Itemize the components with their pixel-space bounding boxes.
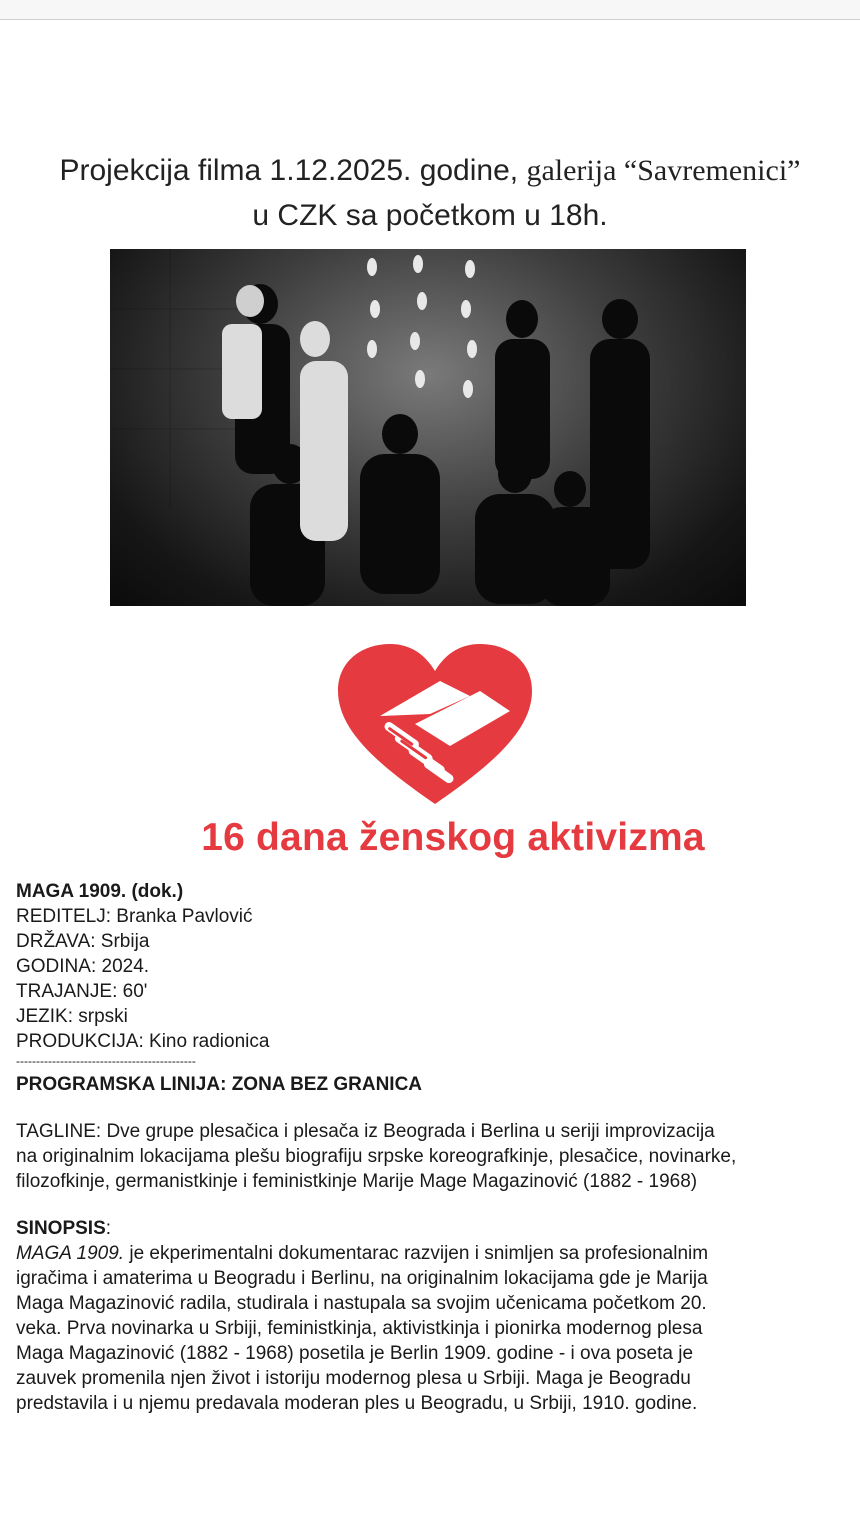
film-detail-director: REDITELJ: Branka Pavlović — [16, 906, 253, 927]
film-detail-duration: TRAJANJE: 60' — [16, 981, 148, 1002]
film-detail-language: JEZIK: srpski — [16, 1006, 128, 1027]
film-title: MAGA 1909. (dok.) — [16, 881, 184, 902]
headline-line-2: u CZK sa početkom u 18h. — [252, 199, 608, 232]
synopsis — [16, 1216, 856, 1416]
dancers-photo — [110, 249, 746, 606]
heart-logo-graphic — [320, 636, 550, 811]
event-headline — [0, 148, 860, 238]
tagline-line: TAGLINE: Dve grupe plesačica i plesača iz Beograda i Berlina u seriji improvizacija — [16, 1121, 715, 1142]
synopsis-line: zauvek promenila njen život i istoriju modernog plesa u Srbiji. Maga je Beogradu — [16, 1368, 691, 1389]
synopsis-line: veka. Prva novinarka u Srbiji, feministkinja, aktivistkinja i pionirka modernog plesa — [16, 1318, 703, 1339]
synopsis-colon: : — [105, 1218, 112, 1239]
tagline-line: filozofkinje, germanistkinje i feministkinje Marije Mage Magazinović (1882 - 1968) — [16, 1171, 698, 1192]
film-info — [16, 879, 856, 1416]
synopsis-line: igračima i amaterima u Beogradu i Berlinu, na originalnim lokacijama gde je Marija — [16, 1268, 708, 1289]
dancers-photo-illustration — [110, 249, 746, 606]
top-bar — [0, 0, 860, 20]
campaign-title: 16 dana ženskog aktivizma — [201, 816, 705, 859]
synopsis-line: predstavila i u njemu predavala moderan ples u Beogradu, u Srbiji, 1910. godine. — [16, 1393, 698, 1414]
synopsis-film-title: MAGA 1909. — [16, 1243, 125, 1264]
synopsis-label: SINOPSIS — [16, 1218, 106, 1239]
synopsis-line: Maga Magazinović (1882 - 1968) posetila je Berlin 1909. godine - i ova poseta je — [16, 1343, 694, 1364]
film-detail-production: PRODUKCIJA: Kino radionica — [16, 1031, 270, 1052]
heart-handshake-icon — [320, 636, 550, 811]
synopsis-first-rest: je ekperimentalni dokumentarac razvijen i snimljen sa profesionalnim — [124, 1243, 709, 1264]
tagline — [16, 1119, 856, 1194]
headline-venue-text: galerija “Savremenici” — [526, 154, 801, 187]
headline-line-1 — [0, 148, 860, 193]
headline-date-text: Projekcija filma 1.12.2025. godine, — [59, 154, 519, 187]
synopsis-line: Maga Magazinović radila, studirala i nastupala sa svojim učenicama početkom 20. — [16, 1293, 707, 1314]
program-line: PROGRAMSKA LINIJA: ZONA BEZ GRANICA — [16, 1074, 423, 1095]
separator-line: --------------------------------------------- — [16, 1054, 196, 1068]
film-detail-year: GODINA: 2024. — [16, 956, 150, 977]
synopsis-heading — [16, 1216, 856, 1241]
synopsis-line — [16, 1241, 856, 1266]
tagline-line: na originalnim lokacijama plešu biografiju srpske koreografkinje, plesačice, novinarke, — [16, 1146, 737, 1167]
film-detail-country: DRŽAVA: Srbija — [16, 931, 150, 952]
